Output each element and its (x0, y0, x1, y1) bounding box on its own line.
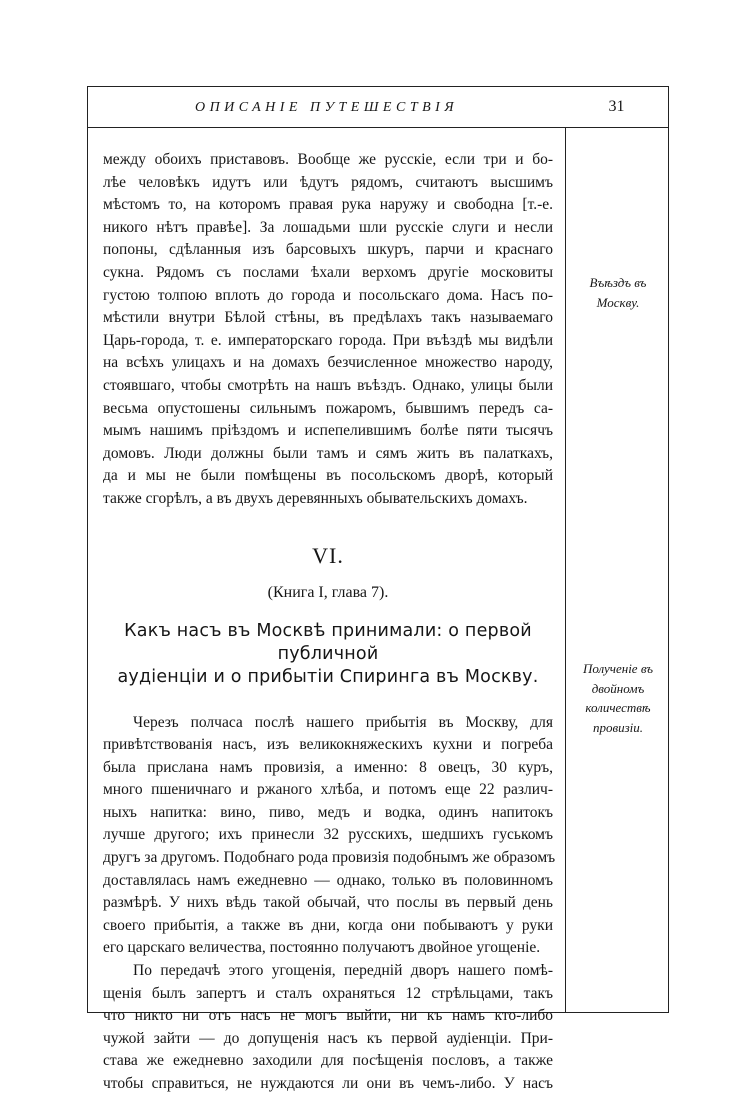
text-line: весьма опустошены сильнымъ пожаромъ, бывшимъ передъ са- (103, 399, 553, 417)
paragraph-provisions (103, 712, 556, 961)
text-line: щенія былъ запертъ и сталъ охраняться 12 стрѣльцами, такъ (103, 984, 553, 1002)
margin-divider (565, 127, 566, 1012)
text-line: на всѣхъ улицахъ и на домахъ безчисленное множество народу, (103, 354, 553, 372)
text-line: лѣе человѣкъ идутъ или ѣдутъ рядомъ, считаютъ высшимъ (103, 173, 553, 191)
paragraph-guarded-courtyard (103, 960, 553, 1096)
text-line: много пшеничнаго и ржаного хлѣба, и потомъ еще 22 различ- (103, 781, 553, 799)
text-line: Черезъ полчаса послѣ нашего прибытія въ Москву, для (133, 713, 553, 731)
text-line: доставлялась намъ ежедневно — однако, только въ половинномъ (103, 871, 553, 889)
text-line: стоявшаго, чтобы смотрѣть на нашъ въѣздъ. Однако, улицы были (103, 376, 553, 394)
running-title: ОПИСАНІЕ ПУТЕШЕСТВІЯ (194, 100, 459, 115)
page-number: 31 (608, 98, 625, 115)
margin-note-line: двойномъ (591, 680, 645, 696)
margin-note-line: количествѣ (585, 700, 651, 715)
text-line: другъ за другомъ. Подобнаго рода провизія подобнымъ же образомъ (103, 849, 556, 867)
text-line: своего прибытія, а также въ дни, когда они побываютъ у руки (103, 916, 553, 934)
text-line: лучше другого; ихъ принесли 32 русскихъ, шедшихъ гуськомъ (103, 826, 553, 844)
text-line: что никто ни отъ насъ не могъ выйти, ни къ намъ кто-либо (103, 1007, 553, 1025)
text-line: да и мы не были помѣщены въ посольскомъ дворѣ, который (103, 467, 553, 485)
margin-note-provisions (570, 659, 666, 737)
margin-note-line: Полученіе въ (582, 661, 654, 676)
text-line: сукна. Рядомъ съ послами ѣхали верхомъ другіе московиты (103, 263, 553, 281)
text-line: ныхъ напитка: вино, пиво, медъ и водка, одинъ напитокъ (103, 803, 553, 821)
running-header (88, 87, 668, 128)
text-line: По передачѣ этого угощенія, передній дворъ нашего помѣ- (133, 962, 553, 980)
text-line: привѣтствованія насъ, изъ великокняжескихъ кухни и погреба (103, 736, 553, 754)
section-heading-line: аудіенціи и о прибытіи Спиринга въ Москву. (117, 666, 539, 687)
text-line: домовъ. Люди должны были тамъ и сямъ жить въ палаткахъ, (103, 444, 553, 462)
margin-note-entry (570, 273, 666, 312)
text-line: мѣстомъ то, на которомъ правая рука наружу и свободна [т.-е. (103, 196, 553, 214)
text-line: чтобы справиться, не нуждаются ли они въ чемъ-либо. У насъ (103, 1075, 553, 1092)
paragraph-entry-into-moscow (103, 149, 553, 511)
text-line: густою толпою вплоть до города и посольскаго дома. Насъ по- (103, 286, 553, 304)
margin-note-line: Москву. (596, 294, 640, 310)
text-line: мѣстили внутри Бѣлой стѣны, въ предѣлахъ такъ называемаго (103, 309, 553, 327)
text-line: была прислана намъ провизія, а именно: 8 овецъ, 30 куръ, (103, 758, 553, 776)
text-line: между обоихъ приставовъ. Вообще же русскіе, если три и бо- (103, 151, 553, 168)
section-number: VI. (312, 542, 344, 568)
text-line: чужой зайти — до допущенія насъ къ первой аудіенціи. При- (103, 1029, 553, 1047)
text-line: Царь-города, т. е. императорскаго города. При въѣздѣ мы видѣли (103, 331, 553, 349)
text-line: никого нѣтъ правѣе]. За лошадьми шли русскіе слуги и несли (103, 218, 553, 236)
text-line: размѣрѣ. У нихъ вѣдь такой обычай, что послы въ первый день (103, 894, 553, 912)
chapter-reference: (Книга I, глава 7). (267, 583, 389, 601)
text-line: также сгорѣлъ, а въ двухъ деревянныхъ обывательскихъ домахъ. (103, 489, 528, 507)
margin-note-line: провизіи. (592, 719, 644, 735)
text-line: его царскаго величества, постоянно получаютъ двойное угощеніе. (103, 939, 541, 957)
margin-note-line: Въѣздъ въ (589, 275, 647, 290)
section-heading-line: Какъ насъ въ Москвѣ принимали: о первой публичной (124, 620, 532, 664)
section-heading (103, 620, 553, 689)
main-text-column (103, 149, 556, 1096)
text-line: попоны, сдѣланныя изъ барсовыхъ шкуръ, парчи и краснаго (103, 241, 553, 259)
page-frame (87, 86, 669, 1092)
text-line: става же ежедневно заходили для посѣщенія пословъ, а также (103, 1052, 553, 1070)
text-line: мымъ нашимъ пріѣздомъ и испепелившимъ болѣе пяти тысячъ (103, 422, 553, 440)
